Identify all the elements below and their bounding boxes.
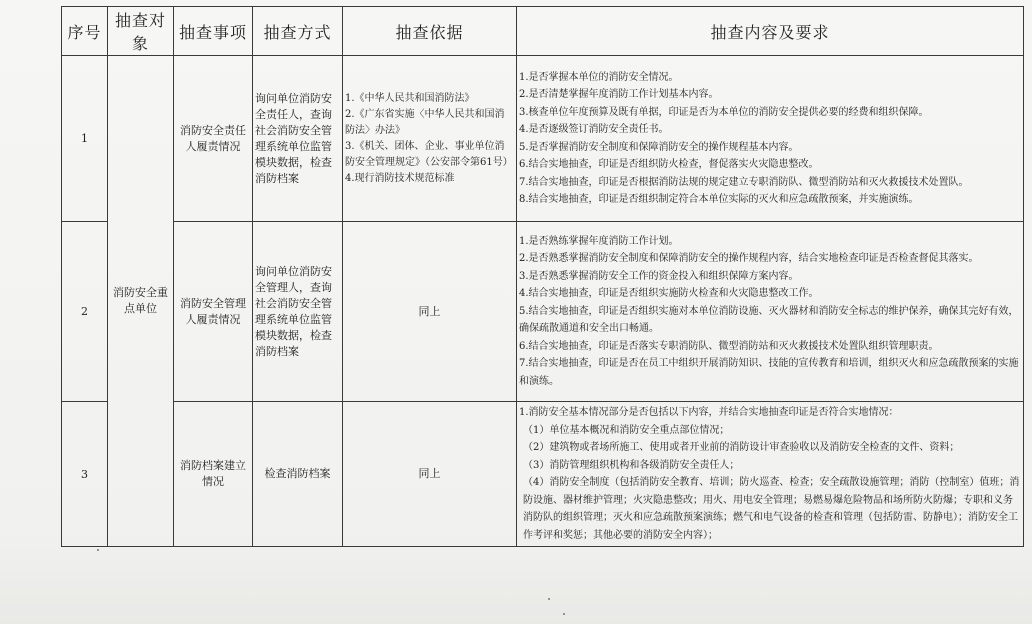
content-line: 5.结合实地抽查，印证是否组织实施对本单位消防设施、灭火器材和消防安全标志的维护保养，确保其完好有效，确保疏散通道和安全出口畅通。 xyxy=(519,305,1019,335)
table-row xyxy=(62,56,1024,222)
content-line: 3.是否熟悉掌握消防安全工作的资金投入和组织保障方案内容。 xyxy=(519,270,799,282)
content-line: 6.结合实地抽查，印证是否组织防火检查，督促落实火灾隐患整改。 xyxy=(519,159,819,170)
row-number: 1 xyxy=(62,56,108,222)
basis-line: 3.《机关、团体、企业、事业单位消防安全管理规定》（公安部令第61号） xyxy=(345,140,513,168)
inspection-basis: 同上 xyxy=(343,222,517,402)
inspection-item: 消防档案建立情况 xyxy=(174,402,253,547)
inspection-basis: 同上 xyxy=(343,402,517,547)
header-row xyxy=(62,7,1024,56)
scan-speck xyxy=(563,613,565,615)
content-line: 7.结合实地抽查，印证是否在员工中组织开展消防知识、技能的宣传教育和培训，组织灭火和应急疏散预案的实施和演练。 xyxy=(519,358,1019,387)
content-line: （3）消防管理组织机构和各级消防安全责任人； xyxy=(523,459,740,471)
inspection-object: 消防安全重点单位 xyxy=(108,56,174,547)
scan-speck xyxy=(548,598,550,600)
basis-line: 2.《广东省实施〈中华人民共和国消防法〉办法》 xyxy=(345,108,505,136)
header-item: 抽查事项 xyxy=(174,7,253,56)
content-line: 8.结合实地抽查，印证是否组织制定符合本单位实际的灭火和应急疏散预案，并实施演练。 xyxy=(519,194,919,205)
row-number: 2 xyxy=(62,222,108,402)
content-line: 1.是否掌握本单位的消防安全情况。 xyxy=(519,71,679,83)
table-row xyxy=(62,402,1024,547)
content-line: 2.是否熟悉掌握消防安全制度和保障消防安全的操作规程内容，结合实地检查印证是否检查督促其落实。 xyxy=(519,253,979,265)
header-number: 序号 xyxy=(62,7,108,56)
inspection-basis xyxy=(343,56,517,222)
content-line: 3.核查单位年度预算及既有单据，印证是否为本单位的消防安全提供必要的经费和组织保障。 xyxy=(519,106,929,118)
content-line: 1.是否熟练掌握年度消防工作计划。 xyxy=(519,235,679,247)
header-object: 抽查对象 xyxy=(108,7,174,56)
content-line: 6.结合实地抽查，印证是否落实专职消防队、微型消防站和灭火救援技术处置队组织管理职责。 xyxy=(519,340,939,352)
inspection-content xyxy=(517,222,1024,402)
audit-table xyxy=(61,6,1024,547)
content-line: 5.是否掌握消防安全制度和保障消防安全的操作规程基本内容。 xyxy=(519,141,799,153)
inspection-method: 询问单位消防安全责任人，查询社会消防安全管理系统单位监管模块数据，检查消防档案 xyxy=(253,56,343,222)
inspection-content xyxy=(517,56,1024,222)
basis-line: 1.《中华人民共和国消防法》 xyxy=(345,92,475,104)
row-number: 3 xyxy=(62,402,108,547)
content-line: （1）单位基本概况和消防安全重点部位情况； xyxy=(523,424,730,436)
header-method: 抽查方式 xyxy=(253,7,343,56)
content-line: 1.消防安全基本情况部分是否包括以下内容，并结合实地抽查印证是否符合实地情况： xyxy=(519,407,899,418)
content-line: 7.结合实地抽查，印证是否根据消防法规的规定建立专职消防队、微型消防站和灭火救援技术处置队。 xyxy=(519,176,969,188)
scan-speck xyxy=(97,549,99,551)
inspection-method: 检查消防档案 xyxy=(253,402,343,547)
inspection-item: 消防安全管理人履责情况 xyxy=(174,222,253,402)
header-basis: 抽查依据 xyxy=(343,7,517,56)
content-line: 4.结合实地抽查，印证是否组织实施防火检查和火灾隐患整改工作。 xyxy=(519,288,819,300)
table-row xyxy=(62,222,1024,402)
inspection-content xyxy=(517,402,1024,547)
inspection-method: 询问单位消防安全管理人，查询社会消防安全管理系统单位监管模块数据，检查消防档案 xyxy=(253,222,343,402)
basis-line: 4.现行消防技术规范标准 xyxy=(345,172,455,184)
content-line: （4）消防安全制度（包括消防安全教育、培训；防火巡查、检查；安全疏散设施管理；消防（控制室）值班；消防设施、器材维护管理；火灾隐患整改；用火、用电安全管理；易燃易爆危险物品和场所防火防爆；专职和义务消防队的组织管理；灭火和应急疏散预案演练；燃气和电气设备的检查和管理（包括防雷、防静电）；消防安全工作考评和奖惩；其他必要的消防安全内容）； xyxy=(523,477,1020,541)
inspection-item: 消防安全责任人履责情况 xyxy=(174,56,253,222)
content-line: 2.是否清楚掌握年度消防工作计划基本内容。 xyxy=(519,89,719,100)
content-line: 4.是否逐级签订消防安全责任书。 xyxy=(519,124,669,135)
header-content: 抽查内容及要求 xyxy=(517,7,1024,56)
content-line: （2）建筑物或者场所施工、使用或者开业前的消防设计审查验收以及消防安全检查的文件、资料； xyxy=(523,442,960,453)
